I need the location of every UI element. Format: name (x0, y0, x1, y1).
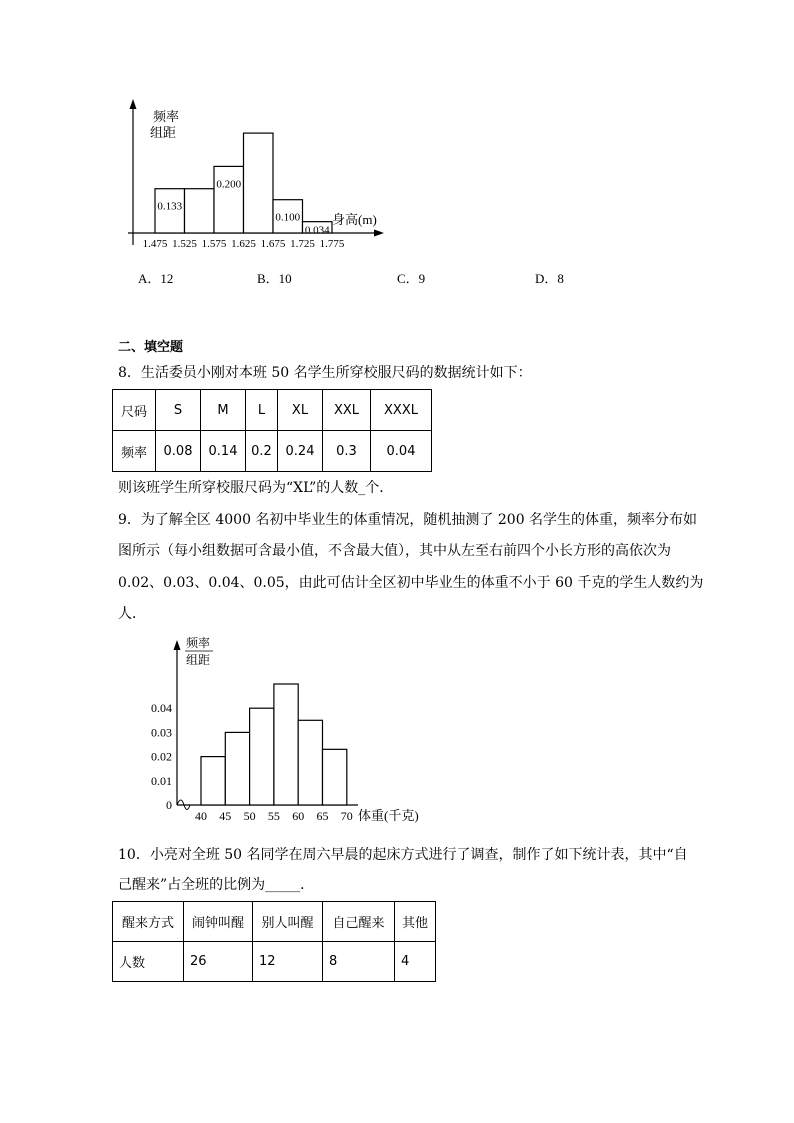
x-tick-label: 45 (219, 809, 232, 823)
q10-row-cell: 12 (253, 942, 323, 982)
x-tick-label: 1.775 (319, 238, 345, 250)
x-tick-label: 1.625 (231, 238, 256, 250)
q10-header-cell: 自己醒来 (323, 902, 395, 942)
option-c[interactable]: C．9 (397, 271, 426, 286)
q8-after-text: 则该班学生所穿校服尺码为“XL”的人数_个． (118, 480, 394, 496)
histogram-bar (298, 720, 322, 805)
histogram-bar (201, 757, 225, 805)
q10-row-cell: 人数 (113, 942, 184, 982)
y-tick-label: 0.04 (151, 701, 172, 716)
q8-row-cell: 0.24 (278, 431, 323, 472)
x-tick-label: 1.575 (201, 238, 227, 250)
bar-value-label: 0.100 (275, 211, 301, 224)
y-label-top: 频率 (186, 636, 211, 650)
y-label-bottom: 组距 (150, 125, 177, 140)
option-b[interactable]: B．10 (257, 271, 292, 286)
histogram-bar (274, 684, 298, 805)
x-tick-label: 60 (292, 809, 305, 823)
y-tick-label: 0.03 (151, 725, 172, 740)
histogram-bar (323, 749, 347, 805)
x-tick-label: 1.675 (260, 238, 286, 250)
q10-header-cell: 别人叫醒 (253, 902, 323, 942)
x-tick-label: 40 (195, 809, 207, 823)
q9-line-4: 人． (118, 606, 146, 622)
q8-row-cell: 0.08 (156, 431, 201, 472)
q10-line-2: 己醒来”占全班的比例为_____． (118, 877, 315, 893)
q10-row-cell: 8 (323, 942, 395, 982)
q8-row-cell: 0.14 (201, 431, 246, 472)
q9-line-1: 9．为了解全区 4000 名初中毕业生的体重情况，随机抽测了 200 名学生的体重，频率分布如 (118, 512, 698, 528)
q8-header-cell: XXXL (371, 390, 432, 431)
x-tick-label: 70 (340, 809, 353, 823)
y-axis-arrow (130, 99, 137, 109)
histogram-bar (250, 708, 274, 805)
q8-row-cell: 0.2 (246, 431, 278, 472)
y-label-bottom: 组距 (186, 653, 211, 667)
y-label-top: 频率 (153, 109, 180, 124)
q8-text: 8．生活委员小刚对本班 50 名学生所穿校服尺码的数据统计如下： (118, 365, 532, 381)
q10-header-cell: 醒来方式 (113, 902, 184, 942)
q8-header-cell: 尺码 (113, 390, 156, 431)
x-axis-arrow (374, 230, 384, 237)
q10-header-cell: 闹钟叫醒 (184, 902, 253, 942)
q8-row-cell: 0.04 (371, 431, 432, 472)
q8-header-cell: S (156, 390, 201, 431)
option-a[interactable]: A．12 (138, 271, 174, 286)
bar-value-label: 0.034 (304, 224, 330, 237)
x-axis-label: 身高(m) (332, 212, 377, 227)
q10-row-cell: 26 (184, 942, 253, 982)
histogram-bar (185, 189, 215, 233)
x-tick-label: 1.525 (172, 238, 197, 250)
histogram-bar (244, 133, 274, 233)
q10-row-cell: 4 (395, 942, 436, 982)
q8-header-cell: M (201, 390, 246, 431)
option-d[interactable]: D．8 (535, 271, 564, 286)
x-tick-label: 1.475 (142, 238, 168, 250)
q8-header-cell: L (246, 390, 278, 431)
q9-line-2: 图所示（每小组数据可含最小值，不含最大值），其中从左至右前四个小长方形的高依次为 (118, 543, 671, 559)
q8-row-cell: 频率 (113, 431, 156, 472)
q8-row-cell: 0.3 (323, 431, 371, 472)
x-axis-label: 体重(千克) (358, 808, 419, 823)
y-axis-arrow (174, 640, 181, 650)
q8-header-cell: XL (278, 390, 323, 431)
x-tick-label: 55 (267, 809, 280, 823)
bar-value-label: 0.200 (216, 178, 242, 191)
histogram-bar (225, 732, 249, 805)
y-tick-label: 0.01 (151, 773, 172, 788)
bar-value-label: 0.133 (157, 200, 183, 213)
weight-histogram (140, 630, 440, 830)
height-histogram (110, 95, 410, 255)
x-tick-label: 65 (316, 809, 329, 823)
y-tick-label: 0 (166, 798, 172, 812)
x-tick-label: 50 (243, 809, 256, 823)
q8-header-cell: XXL (323, 390, 371, 431)
q10-header-cell: 其他 (395, 902, 436, 942)
x-tick-label: 1.725 (290, 238, 315, 250)
q10-line-1: 10．小亮对全班 50 名同学在周六早晨的起床方式进行了调查，制作了如下统计表，其中“自 (118, 847, 688, 863)
q8-table (112, 389, 432, 472)
q10-table (112, 901, 436, 982)
section-title: 二、填空题 (118, 340, 184, 355)
y-tick-label: 0.02 (151, 749, 172, 764)
q9-line-3: 0.02、0.03、0.04、0.05，由此可估计全区初中毕业生的体重不小于 60 千克的学生人数约为 (118, 575, 704, 591)
histogram-bar (214, 166, 244, 233)
